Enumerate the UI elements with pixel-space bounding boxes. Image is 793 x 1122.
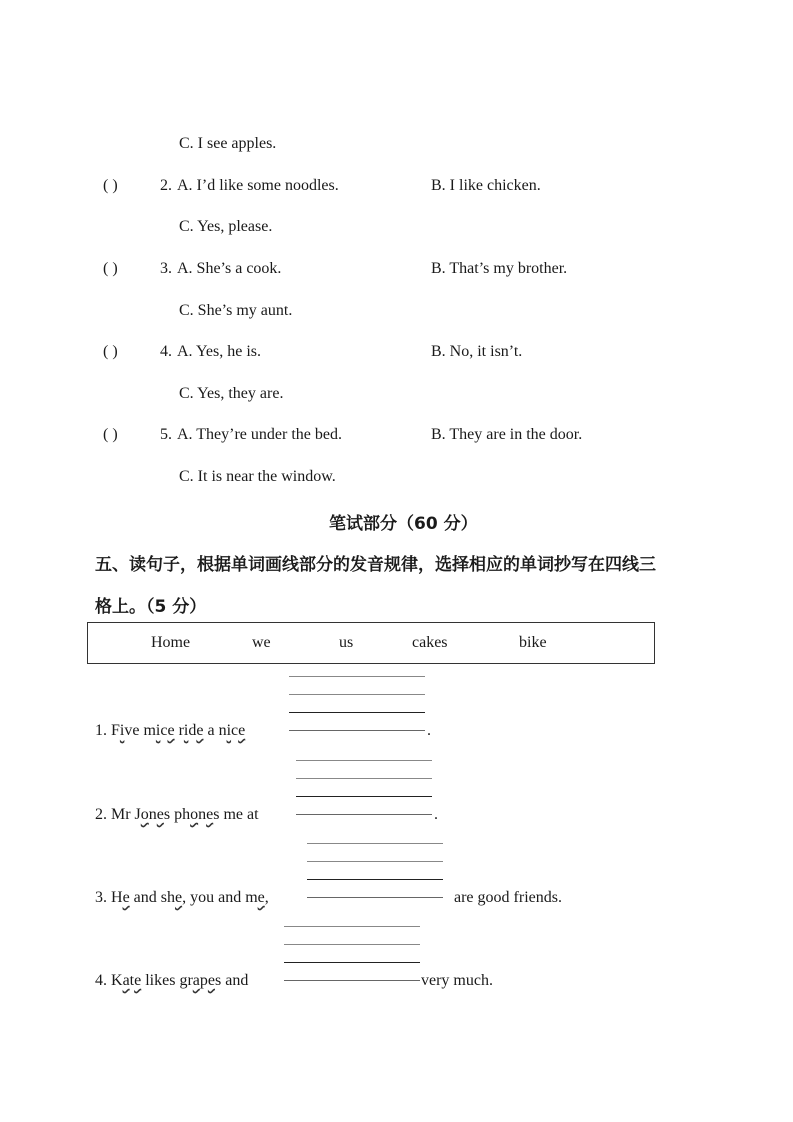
word-bank-item: we — [252, 634, 271, 651]
instruction-line-1: 五、读句子，根据单词画线部分的发音规律，选择相应的单词抄写在四线三 — [95, 555, 656, 575]
q5-option-a: A. They’re under the bed. — [177, 426, 342, 443]
q3-number: 3. — [160, 260, 172, 277]
q4-option-c: C. Yes, they are. — [179, 385, 284, 402]
word-bank-item: bike — [519, 634, 547, 651]
q4-option-a: A. Yes, he is. — [177, 343, 262, 360]
writing-lines-2[interactable] — [296, 760, 432, 832]
q4-option-b: B. No, it isn’t. — [431, 343, 523, 360]
sentence-3: 3. He and she, you and me, — [95, 889, 269, 906]
sentence-1: 1. Five mice ride a nice — [95, 722, 246, 739]
q5-option-b: B. They are in the door. — [431, 426, 583, 443]
word-bank-item: us — [339, 634, 354, 651]
word-bank-item: cakes — [412, 634, 448, 651]
q2-option-c: C. Yes, please. — [179, 218, 273, 235]
sentence-2: 2. Mr Jones phones me at — [95, 806, 259, 823]
writing-lines-1[interactable] — [289, 676, 425, 748]
q2-option-a: A. I’d like some noodles. — [177, 177, 339, 194]
q5-option-c: C. It is near the window. — [179, 468, 336, 485]
q3-option-b: B. That’s my brother. — [431, 260, 568, 277]
writing-lines-3[interactable] — [307, 843, 443, 915]
word-bank-item: Home — [151, 634, 191, 651]
q3-option-c: C. She’s my aunt. — [179, 302, 293, 319]
writing-lines-4[interactable] — [284, 926, 420, 998]
section-title: 笔试部分（60 分） — [329, 514, 478, 534]
sentence-1-end: . — [427, 722, 431, 739]
sentence-4: 4. Kate likes grapes and — [95, 972, 249, 989]
q1-option-c: C. I see apples. — [179, 135, 277, 152]
q2-option-b: B. I like chicken. — [431, 177, 541, 194]
q2-number: 2. — [160, 177, 172, 194]
sentence-3-end: are good friends. — [454, 889, 562, 906]
q3-option-a: A. She’s a cook. — [177, 260, 282, 277]
q4-number: 4. — [160, 343, 172, 360]
sentence-2-end: . — [434, 806, 438, 823]
word-bank-box — [87, 622, 655, 664]
q4-answer-blank[interactable]: ( ) — [103, 343, 118, 360]
instruction-line-2: 格上。（5 分） — [95, 597, 207, 617]
q3-answer-blank[interactable]: ( ) — [103, 260, 118, 277]
sentence-4-end: very much. — [421, 972, 493, 989]
q5-answer-blank[interactable]: ( ) — [103, 426, 118, 443]
q5-number: 5. — [160, 426, 172, 443]
q2-answer-blank[interactable]: ( ) — [103, 177, 118, 194]
